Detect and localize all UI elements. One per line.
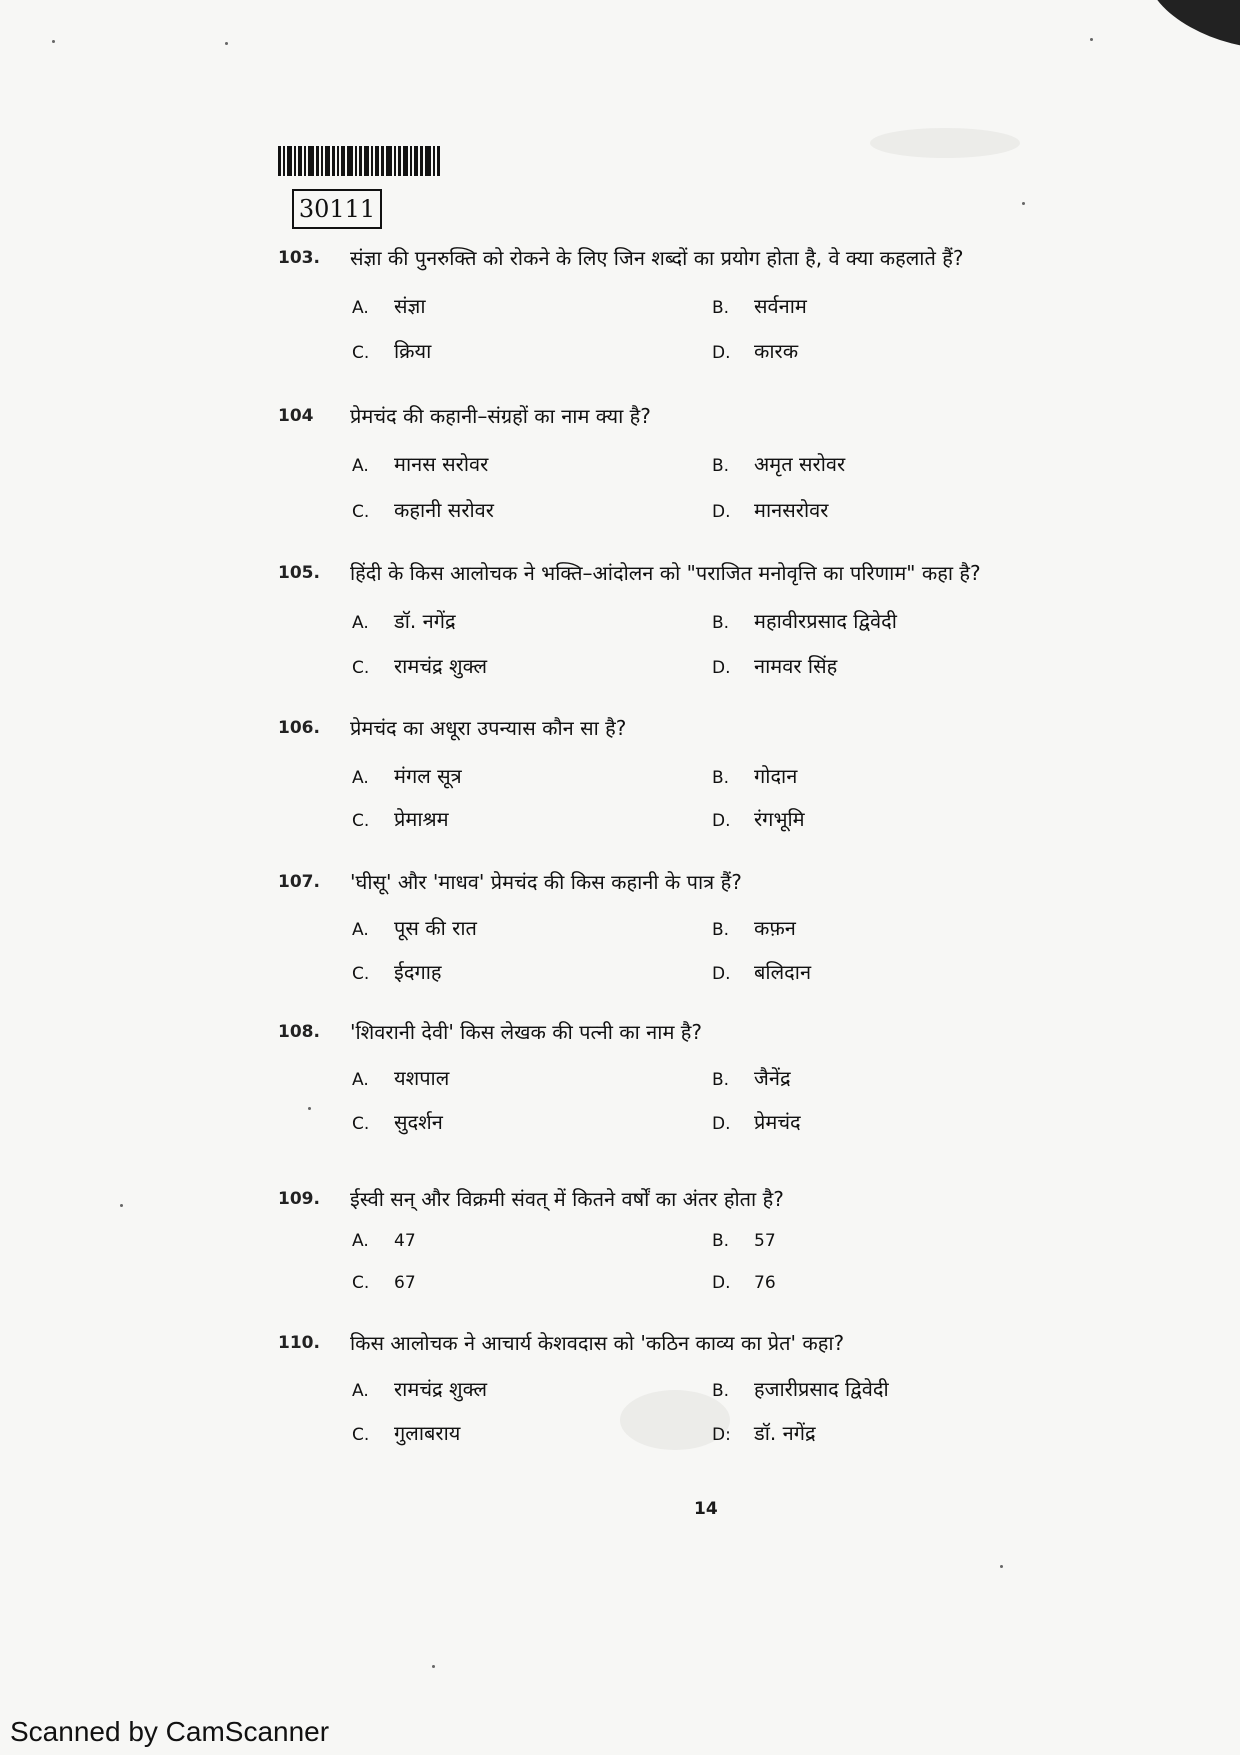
page-number: 14 [694,1499,718,1519]
option-a: A. डॉ. नगेंद्र [352,609,456,633]
scan-speck [1090,38,1093,41]
paper-code: 30111 [292,189,382,229]
question-number: 105. [278,563,320,583]
question-number: 109. [278,1189,320,1209]
question-text: किस आलोचक ने आचार्य केशवदास को 'कठिन काव्य का प्रेत' कहा? [350,1331,845,1355]
question-number: 106. [278,718,320,738]
barcode [278,146,443,176]
bleed-through-smudge [870,128,1020,158]
option-d: D. कारक [712,339,799,363]
option-b: B. 57 [712,1231,776,1251]
option-a: A. रामचंद्र शुक्ल [352,1377,488,1401]
question-text: 'शिवरानी देवी' किस लेखक की पत्नी का नाम है? [350,1020,702,1044]
option-d: D. 76 [712,1273,776,1293]
option-b: B. अमृत सरोवर [712,452,846,476]
option-a: A. पूस की रात [352,916,477,940]
option-b: B. कफ़न [712,916,796,940]
option-b: B. महावीरप्रसाद द्विवेदी [712,609,897,633]
option-a: A. 47 [352,1231,416,1251]
question-text: प्रेमचंद की कहानी–संग्रहों का नाम क्या है? [350,404,651,428]
option-b: B. सर्वनाम [712,294,807,318]
option-d: D: डॉ. नगेंद्र [712,1421,816,1445]
scan-speck [52,40,55,43]
option-a: A. यशपाल [352,1066,450,1090]
scan-speck [1022,202,1025,205]
option-b: B. गोदान [712,764,798,788]
question-text: हिंदी के किस आलोचक ने भक्ति–आंदोलन को "पराजित मनोवृत्ति का परिणाम" कहा है? [350,561,981,585]
question-number: 107. [278,872,320,892]
question-number: 103. [278,248,320,268]
scan-speck [1000,1565,1003,1568]
option-c: C. 67 [352,1273,416,1293]
option-c: C. प्रेमाश्रम [352,807,449,831]
option-b: B. हजारीप्रसाद द्विवेदी [712,1377,889,1401]
option-d: D. प्रेमचंद [712,1110,801,1134]
question-text: संज्ञा की पुनरुक्ति को रोकने के लिए जिन शब्दों का प्रयोग होता है, वे क्या कहलाते हैं? [350,246,964,270]
option-a: A. संज्ञा [352,294,426,318]
scan-speck [432,1665,435,1668]
option-d: D. रंगभूमि [712,807,805,831]
page-corner-shadow [1136,0,1240,48]
question-number: 110. [278,1333,320,1353]
question-text: प्रेमचंद का अधूरा उपन्यास कौन सा है? [350,716,627,740]
option-d: D. मानसरोवर [712,498,829,522]
scan-speck [308,1107,311,1110]
option-b: B. जैनेंद्र [712,1066,791,1090]
option-c: C. रामचंद्र शुक्ल [352,654,488,678]
question-text: ईस्वी सन् और विक्रमी संवत् में कितने वर्षों का अंतर होता है? [350,1187,784,1211]
option-d: D. बलिदान [712,960,812,984]
question-number: 104 [278,406,314,426]
option-c: C. सुदर्शन [352,1110,443,1134]
camscanner-watermark: Scanned by CamScanner [10,1716,330,1747]
option-c: C. कहानी सरोवर [352,498,494,522]
option-a: A. मंगल सूत्र [352,764,462,788]
question-text: 'घीसू' और 'माधव' प्रेमचंद की किस कहानी के पात्र हैं? [350,870,742,894]
option-c: C. क्रिया [352,339,432,363]
option-d: D. नामवर सिंह [712,654,838,678]
option-a: A. मानस सरोवर [352,452,489,476]
scan-speck [225,42,228,45]
option-c: C. ईदगाह [352,960,442,984]
question-number: 108. [278,1022,320,1042]
option-c: C. गुलाबराय [352,1421,461,1445]
scan-speck [120,1204,123,1207]
